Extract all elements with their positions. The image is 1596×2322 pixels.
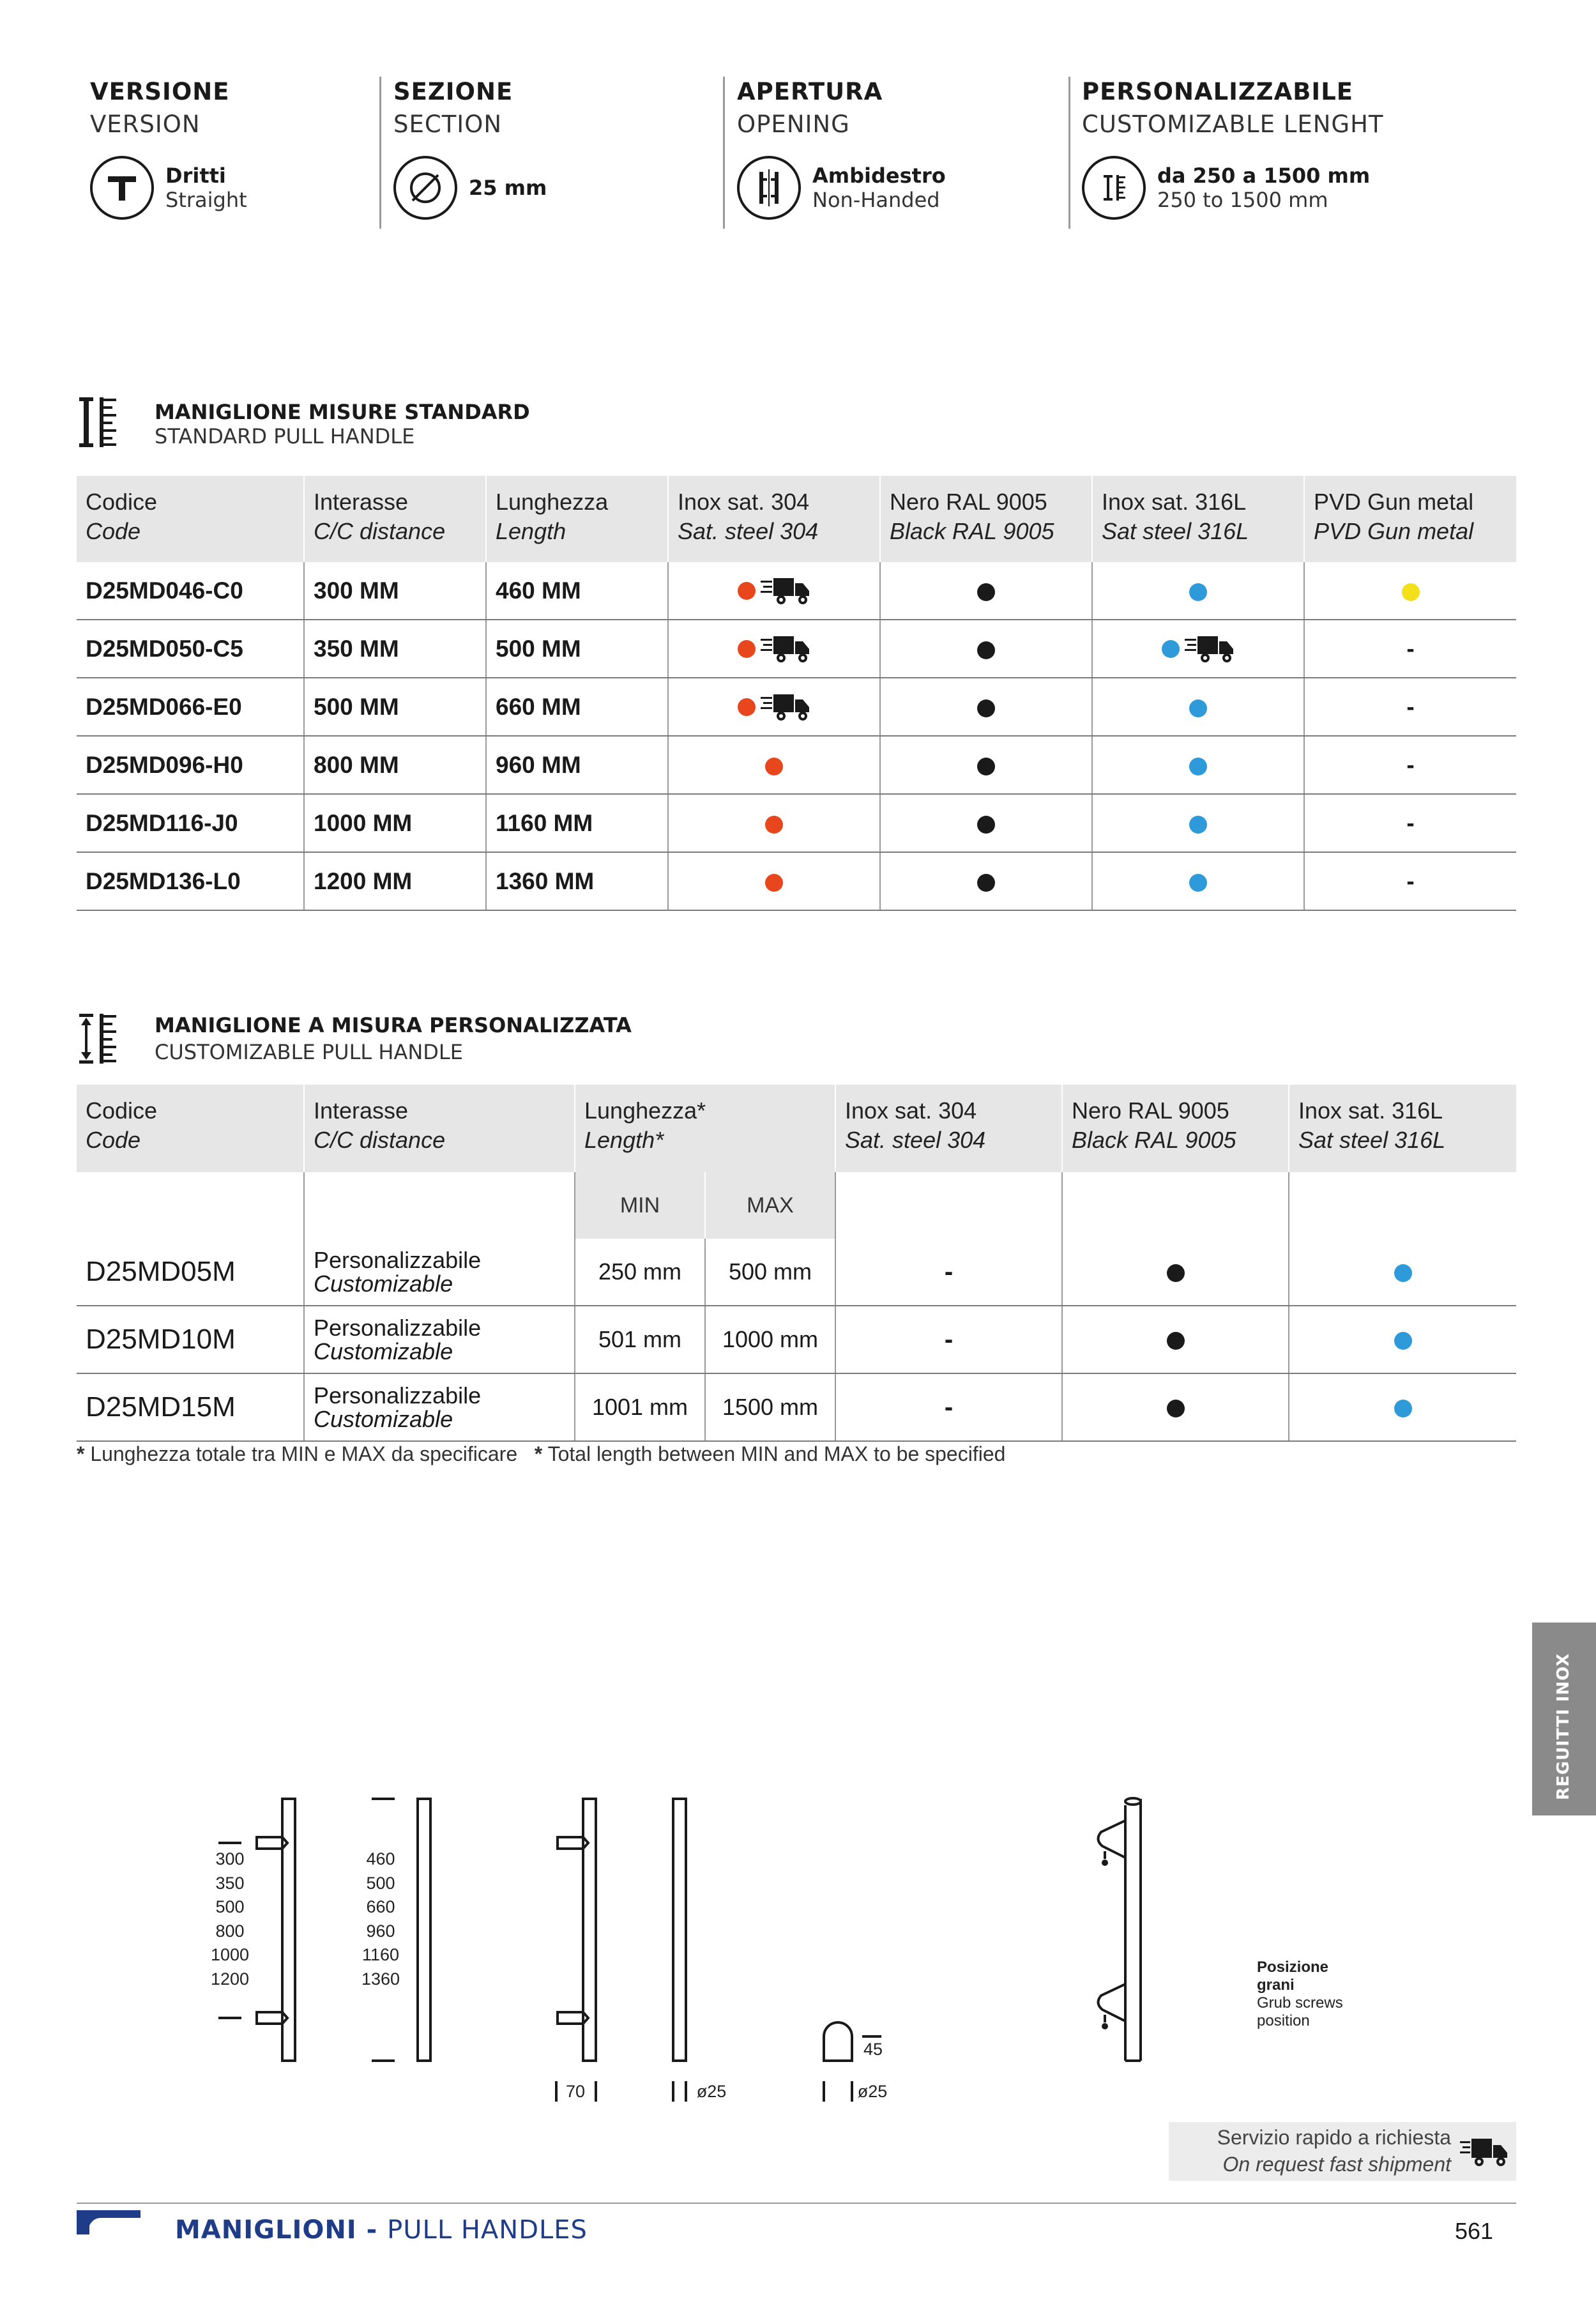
cell-code: D25MD15M <box>77 1373 304 1441</box>
color-dot <box>765 758 783 775</box>
footnote-star: * <box>534 1442 543 1465</box>
truck-icon <box>761 576 810 606</box>
diameter-icon <box>393 156 457 220</box>
cell-black <box>1062 1373 1289 1441</box>
feature-value: Ambidestro <box>812 164 946 188</box>
cell-length: 460 MM <box>486 562 668 620</box>
cell-code: D25MD050-C5 <box>77 620 304 678</box>
table-row <box>77 562 1516 620</box>
cell-inox316 <box>1289 1306 1516 1373</box>
cell-length: 660 MM <box>486 678 668 736</box>
cell-pvd: - <box>1304 736 1516 794</box>
cell-code: D25MD116-J0 <box>77 794 304 852</box>
cell-inox316 <box>1092 794 1304 852</box>
cell-black <box>880 794 1092 852</box>
cell-black <box>880 620 1092 678</box>
cell-cc: 800 MM <box>304 736 486 794</box>
brand-logo-icon <box>77 2210 141 2239</box>
section-title: MANIGLIONE MISURE STANDARD <box>155 400 530 424</box>
divider <box>723 77 725 229</box>
truck-icon <box>1460 2136 1509 2171</box>
truck-icon <box>761 634 810 664</box>
cell-code: D25MD066-E0 <box>77 678 304 736</box>
min-label: MIN <box>575 1172 705 1239</box>
col-code: Codice Code <box>77 476 304 562</box>
feature-subtitle: CUSTOMIZABLE LENGHT <box>1082 111 1384 138</box>
dim-diameter: ø25 <box>857 2082 888 2101</box>
feature-value: Dritti <box>165 164 226 188</box>
cell-inox316 <box>1092 678 1304 736</box>
divider <box>379 77 381 229</box>
footnote-en: Total length between MIN and MAX to be specified <box>542 1442 1006 1465</box>
color-dot <box>977 816 995 834</box>
dim-diameter: ø25 <box>696 2082 727 2101</box>
col-length: Lunghezza Length <box>486 476 668 562</box>
col-inox304: Inox sat. 304 Sat. steel 304 <box>668 476 880 562</box>
cell-inox304 <box>668 736 880 794</box>
cell-black <box>880 678 1092 736</box>
truck-icon <box>1185 634 1235 664</box>
section-subtitle: CUSTOMIZABLE PULL HANDLE <box>155 1040 463 1064</box>
footnote-star: * <box>77 1442 85 1465</box>
cell-inox316 <box>1092 736 1304 794</box>
feature-subtitle: SECTION <box>393 111 503 138</box>
color-dot <box>977 583 995 601</box>
color-dot <box>738 698 756 716</box>
color-dot <box>977 758 995 775</box>
table-row <box>77 620 1516 678</box>
col-code: Codice Code <box>77 1085 304 1172</box>
grub-screws-label: Posizione grani Grub screws position <box>1257 1959 1343 2029</box>
cell-inox304 <box>668 562 880 620</box>
cell-black <box>1062 1306 1289 1373</box>
cell-cc: Personalizzabile Customizable <box>304 1306 575 1373</box>
table-header <box>77 1085 1516 1172</box>
divider <box>1068 77 1070 229</box>
col-inox304: Inox sat. 304 Sat. steel 304 <box>835 1085 1062 1172</box>
custom-table <box>77 1085 1516 1442</box>
cell-cc: 1000 MM <box>304 794 486 852</box>
cell-max: 1500 mm <box>705 1373 835 1441</box>
cell-length: 500 MM <box>486 620 668 678</box>
side-tab-label: REGUITTI INOX <box>1554 1653 1573 1800</box>
minmax-header <box>77 1172 1516 1239</box>
feature-subtitle: VERSION <box>90 111 201 138</box>
color-dot <box>765 816 783 834</box>
feature-version <box>90 78 371 229</box>
length-ruler-icon <box>1082 156 1146 220</box>
cell-cc: 500 MM <box>304 678 486 736</box>
section-title: MANIGLIONE A MISURA PERSONALIZZATA <box>155 1013 632 1037</box>
col-pvd: PVD Gun metal PVD Gun metal <box>1304 476 1516 562</box>
cell-black <box>880 736 1092 794</box>
cell-max: 1000 mm <box>705 1306 835 1373</box>
cell-code: D25MD05M <box>77 1239 304 1306</box>
table-row <box>77 1239 1516 1306</box>
color-dot <box>1167 1332 1185 1350</box>
side-tab[interactable] <box>1532 1623 1596 1815</box>
color-dot <box>977 641 995 659</box>
cell-inox316 <box>1092 620 1304 678</box>
color-dot <box>738 582 756 600</box>
ambidextrous-handles-icon <box>737 156 801 220</box>
cell-cc: Personalizzabile Customizable <box>304 1239 575 1306</box>
cell-min: 501 mm <box>575 1306 705 1373</box>
color-dot <box>1402 583 1420 601</box>
color-dot <box>977 699 995 717</box>
straight-handle-icon <box>90 156 154 220</box>
cell-code: D25MD10M <box>77 1306 304 1373</box>
color-dot <box>1167 1264 1185 1282</box>
length-values: 460 500 660 960 1160 1360 <box>361 1849 400 1989</box>
cell-black <box>880 852 1092 910</box>
feature-value-en: Non-Handed <box>812 188 940 212</box>
color-dot <box>1394 1332 1412 1350</box>
col-cc: Interasse C/C distance <box>304 476 486 562</box>
feature-subtitle: OPENING <box>737 111 850 138</box>
table-header <box>77 476 1516 562</box>
color-dot <box>1189 874 1207 892</box>
cell-black <box>1062 1239 1289 1306</box>
cell-inox304 <box>668 678 880 736</box>
col-inox316: Inox sat. 316L Sat steel 316L <box>1092 476 1304 562</box>
col-black: Nero RAL 9005 Black RAL 9005 <box>1062 1085 1289 1172</box>
cell-pvd: - <box>1304 678 1516 736</box>
standard-ruler-icon <box>77 396 134 452</box>
max-label: MAX <box>705 1172 835 1239</box>
cell-inox304: - <box>835 1373 1062 1441</box>
cell-min: 1001 mm <box>575 1373 705 1441</box>
cell-cc: 350 MM <box>304 620 486 678</box>
footer-title: MANIGLIONI - PULL HANDLES <box>175 2215 588 2245</box>
footnote <box>77 1442 1005 1466</box>
feature-title: APERTURA <box>737 78 883 105</box>
color-dot <box>1394 1264 1412 1282</box>
color-dot <box>1189 699 1207 717</box>
cell-code: D25MD046-C0 <box>77 562 304 620</box>
table-row <box>77 1373 1516 1441</box>
fast-line2: On request fast shipment <box>1222 2153 1451 2176</box>
col-cc: Interasse C/C distance <box>304 1085 575 1172</box>
col-black: Nero RAL 9005 Black RAL 9005 <box>880 476 1092 562</box>
col-inox316: Inox sat. 316L Sat steel 316L <box>1289 1085 1516 1172</box>
truck-icon <box>761 692 810 722</box>
cc-values: 300 350 500 800 1000 1200 <box>210 1849 250 1989</box>
cell-inox316 <box>1289 1239 1516 1306</box>
standard-table <box>77 476 1516 911</box>
col-length: Lunghezza* Length* <box>575 1085 835 1172</box>
table-row <box>77 852 1516 910</box>
fast-line1: Servizio rapido a richiesta <box>1217 2126 1451 2149</box>
cell-length: 1160 MM <box>486 794 668 852</box>
footer-rule <box>77 2203 1516 2204</box>
feature-customizable <box>1082 78 1491 229</box>
table-row <box>77 794 1516 852</box>
color-dot <box>1189 583 1207 601</box>
table-row <box>77 736 1516 794</box>
dim-70: 70 <box>565 2082 586 2101</box>
feature-value: da 250 a 1500 mm <box>1157 164 1371 188</box>
color-dot <box>977 874 995 892</box>
cell-min: 250 mm <box>575 1239 705 1306</box>
color-dot <box>1162 640 1180 658</box>
cell-cc: 1200 MM <box>304 852 486 910</box>
cell-inox304 <box>668 620 880 678</box>
cell-inox316 <box>1289 1373 1516 1441</box>
feature-value-en: 250 to 1500 mm <box>1157 188 1328 212</box>
color-dot <box>738 640 756 658</box>
cell-black <box>880 562 1092 620</box>
feature-value-en: Straight <box>165 188 247 212</box>
table-row <box>77 1306 1516 1373</box>
feature-section <box>393 78 713 229</box>
color-dot <box>1189 816 1207 834</box>
cell-cc: Personalizzabile Customizable <box>304 1373 575 1441</box>
cell-code: D25MD136-L0 <box>77 852 304 910</box>
footnote-it: Lunghezza totale tra MIN e MAX da specificare <box>84 1442 518 1465</box>
fast-shipment-note <box>1169 2122 1516 2181</box>
dim-45: 45 <box>863 2040 883 2059</box>
cell-length: 1360 MM <box>486 852 668 910</box>
feature-opening <box>737 78 1056 229</box>
cell-max: 500 mm <box>705 1239 835 1306</box>
feature-title: VERSIONE <box>90 78 230 105</box>
color-dot <box>1394 1400 1412 1417</box>
color-dot <box>1167 1400 1185 1417</box>
cell-pvd: - <box>1304 794 1516 852</box>
cell-inox304 <box>668 852 880 910</box>
cell-pvd: - <box>1304 620 1516 678</box>
cell-inox304: - <box>835 1239 1062 1306</box>
page-number: 561 <box>1455 2218 1494 2244</box>
color-dot <box>1189 758 1207 775</box>
section-subtitle: STANDARD PULL HANDLE <box>155 424 415 448</box>
cell-pvd: - <box>1304 852 1516 910</box>
technical-drawings <box>192 1782 1150 2118</box>
feature-value: 25 mm <box>469 176 547 200</box>
feature-title: PERSONALIZZABILE <box>1082 78 1354 105</box>
cell-cc: 300 MM <box>304 562 486 620</box>
cell-inox316 <box>1092 562 1304 620</box>
cell-length: 960 MM <box>486 736 668 794</box>
cell-inox304: - <box>835 1306 1062 1373</box>
table-row <box>77 678 1516 736</box>
custom-ruler-icon <box>77 1012 134 1068</box>
feature-title: SEZIONE <box>393 78 513 105</box>
cell-inox304 <box>668 794 880 852</box>
cell-code: D25MD096-H0 <box>77 736 304 794</box>
cell-pvd <box>1304 562 1516 620</box>
cell-inox316 <box>1092 852 1304 910</box>
color-dot <box>765 874 783 892</box>
